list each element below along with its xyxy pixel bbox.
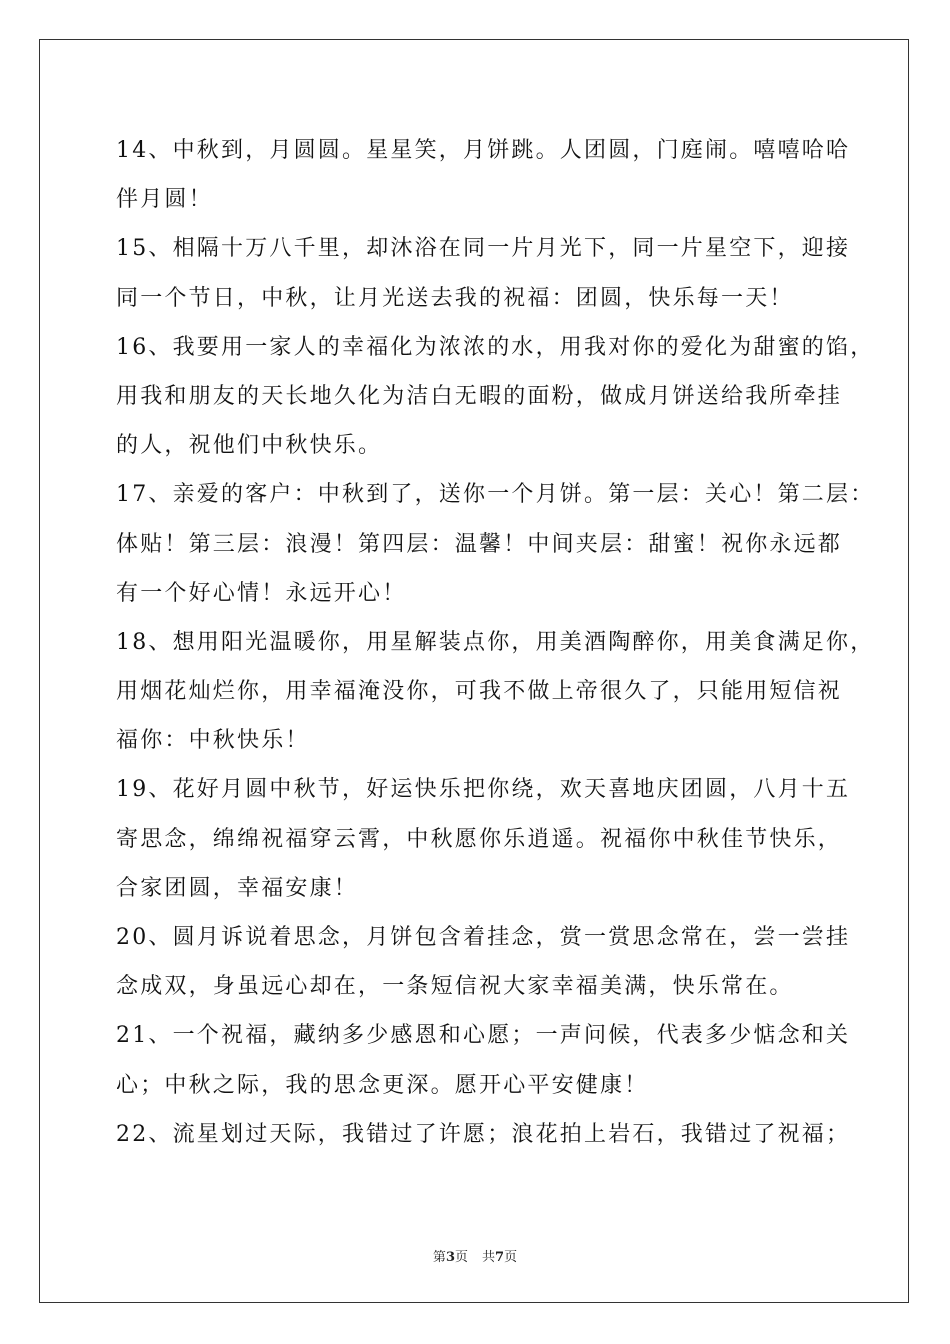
text-line: 15、相隔十万八千里，却沐浴在同一片月光下，同一片星空下，迎接	[116, 236, 851, 262]
text-line: 22、流星划过天际，我错过了许愿；浪花拍上岩石，我错过了祝福；	[116, 1121, 851, 1147]
text-line: 福你：中秋快乐！	[116, 728, 310, 754]
text-line: 伴月圆！	[116, 187, 213, 213]
text-line: 寄思念，绵绵祝福穿云霄，中秋愿你乐逍遥。祝福你中秋佳节快乐，	[116, 826, 843, 852]
page-suffix: 页	[454, 1250, 468, 1265]
text-line: 有一个好心情！永远开心！	[116, 580, 407, 606]
text-line: 17、亲爱的客户：中秋到了，送你一个月饼。第一层：关心！第二层：	[116, 482, 875, 508]
text-line: 的人，祝他们中秋快乐。	[116, 433, 383, 459]
text-line: 16、我要用一家人的幸福化为浓浓的水，用我对你的爱化为甜蜜的馅，	[116, 334, 875, 360]
page-footer	[0, 1246, 950, 1265]
text-line: 21、一个祝福，藏纳多少感恩和心愿；一声问候，代表多少惦念和关	[116, 1023, 851, 1049]
total-page-number: 7	[495, 1250, 505, 1265]
text-line: 同一个节日，中秋，让月光送去我的祝福：团圆，快乐每一天！	[116, 285, 794, 311]
total-suffix: 页	[504, 1250, 518, 1265]
text-line: 用烟花灿烂你，用幸福淹没你，可我不做上帝很久了，只能用短信祝	[116, 679, 843, 705]
text-line: 18、想用阳光温暖你，用星解装点你，用美酒陶醉你，用美食满足你，	[116, 629, 875, 655]
current-page-number: 3	[445, 1250, 455, 1265]
text-line: 用我和朋友的天长地久化为洁白无暇的面粉，做成月饼送给我所牵挂	[116, 383, 843, 409]
text-line: 合家团圆，幸福安康！	[116, 875, 359, 901]
total-prefix: 共	[482, 1250, 496, 1265]
document-body	[116, 126, 875, 1159]
text-line: 19、花好月圆中秋节，好运快乐把你绕，欢天喜地庆团圆，八月十五	[116, 777, 851, 803]
text-line: 14、中秋到，月圆圆。星星笑，月饼跳。人团圆，门庭闹。嘻嘻哈哈	[116, 138, 851, 163]
text-line: 念成双，身虽远心却在，一条短信祝大家幸福美满，快乐常在。	[116, 974, 794, 1000]
text-line: 体贴！第三层：浪漫！第四层：温馨！中间夹层：甜蜜！祝你永远都	[116, 531, 843, 557]
text-line: 心；中秋之际，我的思念更深。愿开心平安健康！	[116, 1072, 649, 1098]
page-prefix: 第	[432, 1250, 446, 1265]
text-line: 20、圆月诉说着思念，月饼包含着挂念，赏一赏思念常在，尝一尝挂	[116, 925, 851, 950]
